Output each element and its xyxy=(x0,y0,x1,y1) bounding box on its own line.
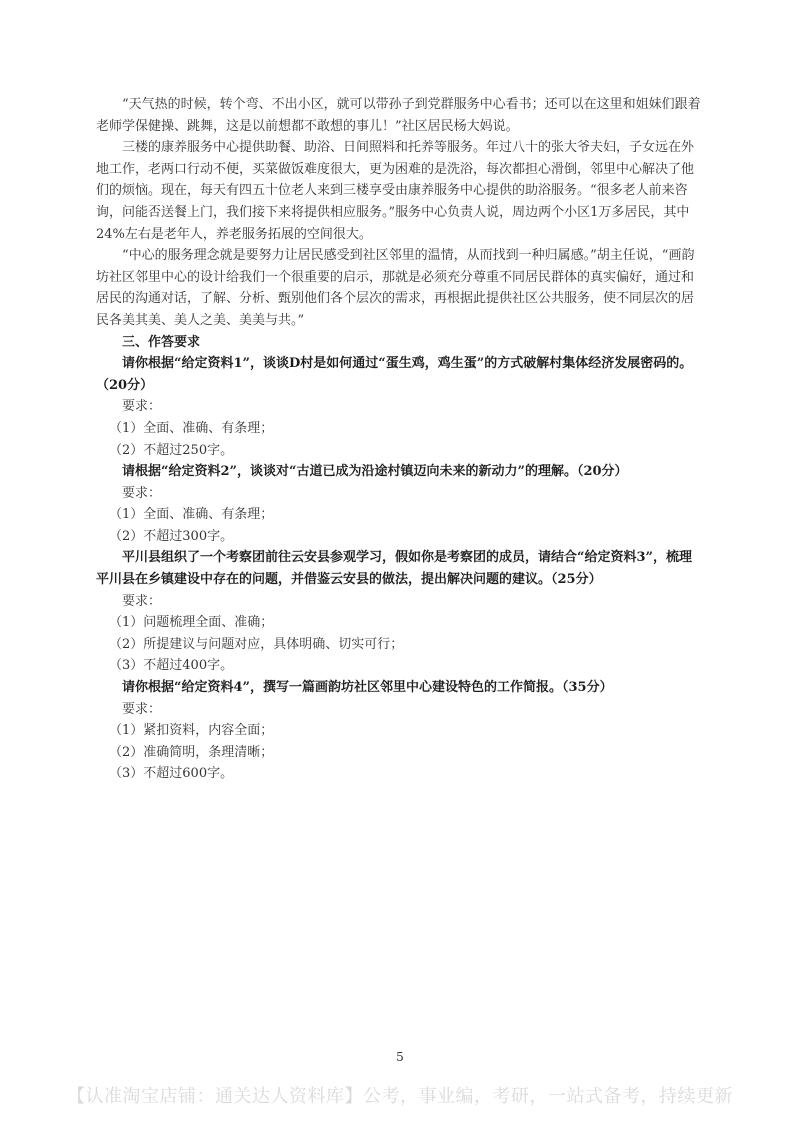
question-1 xyxy=(96,353,702,461)
requirement-item: （2）不超过250字。 xyxy=(109,442,234,458)
requirement-item: （1）问题梳理全面、准确； xyxy=(109,615,274,631)
question-3 xyxy=(96,547,702,677)
question-prompt: 请你根据“给定资料4”，撰写一篇画韵坊社区邻里中心建设特色的工作简报。（35分） xyxy=(122,680,613,696)
requirement-item: （2）所提建议与问题对应，具体明确、切实可行； xyxy=(109,636,404,652)
requirement-item: （2）不超过300字。 xyxy=(109,528,234,544)
requirement-item: （1）全面、准确、有条理； xyxy=(109,507,274,523)
requirement-item: （1）紧扣资料，内容全面； xyxy=(109,723,274,739)
requirement-item: （1）全面、准确、有条理； xyxy=(109,420,274,436)
question-4 xyxy=(96,677,702,785)
paragraph: “中心的服务理念就是要努力让居民感受到社区邻里的温情，从而找到一种归属感。”胡主任说，“画韵坊社区邻里中心的设计给我们一个很重要的启示，那就是必须充分尊重不同居民群体的真实偏好，通过和居民的沟通对话，了解、分析、甄别他们各个层次的需求，再根据此提供社区公共服务，使不同层次的居民各美其美、美人之美、美美与共。” xyxy=(96,248,695,328)
requirements-label: 要求： xyxy=(122,593,162,609)
page-number: 5 xyxy=(396,1050,404,1064)
footer-watermark: 【认准淘宝店铺：通关达人资料库】公考，事业编，考研，一站式备考，持续更新 xyxy=(67,1086,733,1107)
question-prompt: 平川县组织了一个考察团前往云安县参观学习，假如你是考察团的成员，请结合“给定资料3”，梳理平川县在乡镇建设中存在的问题，并借鉴云安县的做法，提出解决问题的建议。（25分） xyxy=(96,550,693,588)
requirement-item: （2）准确简明，条理清晰； xyxy=(109,744,274,760)
requirements-label: 要求： xyxy=(122,701,162,717)
section-heading: 三、作答要求 xyxy=(122,334,201,350)
paragraph: 三楼的康养服务中心提供助餐、助浴、日间照料和托养等服务。年过八十的张大爷夫妇，子女远在外地工作，老两口行动不便，买菜做饭难度很大，更为困难的是洗浴，每次都担心滑倒，邻里中心解决了他们的烦恼。现在，每天有四五十位老人来到三楼享受由康养服务中心提供的助浴服务。“很多老人前来咨询，问能否送餐上门，我们接下来将提供相应服务。”服务中心负责人说，周边两个小区1万多居民，其中24%左右是老年人，养老服务拓展的空间很大。 xyxy=(96,140,695,242)
question-2 xyxy=(96,461,702,547)
requirements-label: 要求： xyxy=(122,399,162,415)
requirement-item: （3）不超过600字。 xyxy=(109,766,234,782)
document-body xyxy=(96,94,702,785)
paragraph: “天气热的时候，转个弯、不出小区，就可以带孙子到党群服务中心看书；还可以在这里和姐妹们跟着老师学保健操、跳舞，这是以前想都不敢想的事儿！”社区居民杨大妈说。 xyxy=(96,97,701,134)
question-prompt: 请你根据“给定资料1”，谈谈D村是如何通过“蛋生鸡，鸡生蛋”的方式破解村集体经济发展密码的。（20分） xyxy=(96,356,693,393)
question-prompt: 请根据“给定资料2”，谈谈对“古道已成为沿途村镇迈向未来的新动力”的理解。（20分） xyxy=(122,464,628,480)
requirement-item: （3）不超过400字。 xyxy=(109,658,234,674)
requirements-label: 要求： xyxy=(122,485,162,501)
